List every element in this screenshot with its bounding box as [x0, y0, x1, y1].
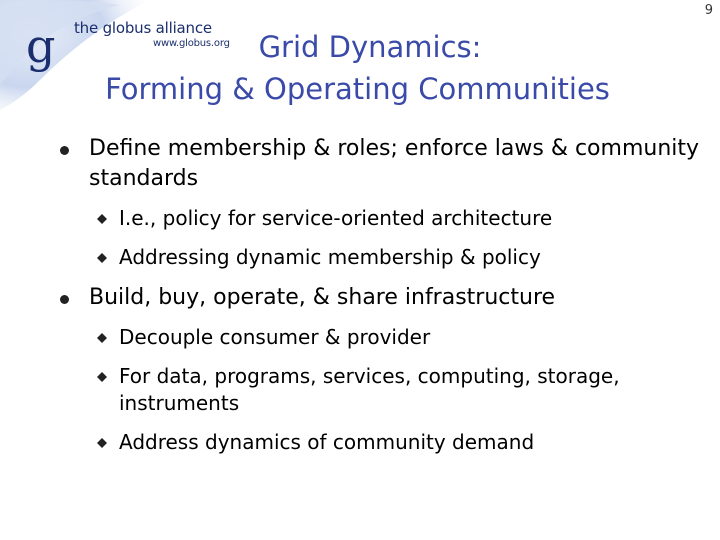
bullet-text: Build, buy, operate, & share infrastructure: [89, 285, 556, 310]
sub-bullet-item: [0, 429, 720, 456]
title-line-2: Forming & Operating Communities: [105, 72, 610, 106]
bullet-item: [0, 134, 720, 194]
diamond-bullet-icon: [97, 253, 107, 263]
title-line-1: Grid Dynamics:: [258, 30, 482, 64]
diamond-bullet-icon: [97, 438, 107, 448]
sub-bullet-text: Addressing dynamic membership & policy: [119, 245, 541, 269]
bullet-text: Define membership & roles; enforce laws & community standards: [89, 136, 700, 191]
diamond-bullet-icon: [97, 372, 107, 382]
diamond-bullet-icon: [97, 333, 107, 343]
sub-bullet-text: Decouple consumer & provider: [119, 325, 431, 349]
sub-bullet-item: [0, 244, 720, 271]
sub-bullet-text: I.e., policy for service-oriented architecture: [119, 206, 553, 230]
logo-mark: g: [26, 19, 56, 73]
sub-bullet-text: Address dynamics of community demand: [119, 430, 535, 454]
bullet-item: [0, 283, 720, 313]
sub-bullet-list: [0, 205, 720, 271]
sub-bullet-item: [0, 205, 720, 232]
logo-url: www.globus.org: [153, 38, 230, 49]
sub-bullet-item: [0, 363, 720, 417]
page-number: 9: [704, 3, 713, 18]
diamond-bullet-icon: [97, 214, 107, 224]
bullet-dot-icon: [60, 146, 69, 155]
sub-bullet-text: For data, programs, services, computing, storage, instruments: [119, 364, 620, 415]
sub-bullet-list: [0, 324, 720, 456]
logo-name: the globus alliance: [74, 19, 212, 37]
slide-title: [0, 26, 720, 110]
bullet-list: [0, 134, 720, 468]
bullet-dot-icon: [60, 295, 69, 304]
sub-bullet-item: [0, 324, 720, 351]
